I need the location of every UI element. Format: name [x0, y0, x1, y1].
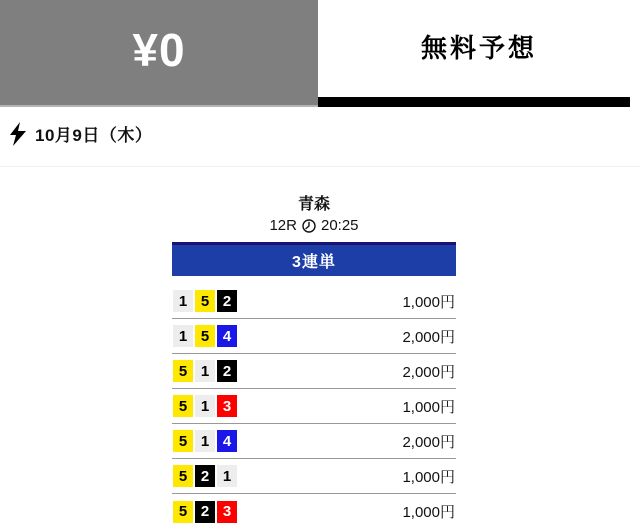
racer-number-box: 4: [217, 430, 237, 452]
bet-amount: 1,000円: [402, 398, 455, 416]
bet-list: [172, 284, 456, 529]
racer-number-box: 5: [173, 395, 193, 417]
bet-numbers: [173, 360, 237, 382]
bet-amount: 1,000円: [402, 293, 455, 311]
bet-numbers: [173, 501, 237, 523]
bet-row: [172, 354, 456, 389]
racer-number-box: 2: [195, 501, 215, 523]
bet-row: [172, 494, 456, 529]
bet-row: [172, 284, 456, 319]
bet-numbers: [173, 430, 237, 452]
bet-amount: 1,000円: [402, 468, 455, 486]
bet-numbers: [173, 290, 237, 312]
racer-number-box: 1: [173, 325, 193, 347]
lightning-bolt-icon: [8, 122, 28, 146]
free-forecast-label: 無料予想: [420, 33, 537, 63]
racer-number-box: 1: [195, 395, 215, 417]
date-label: 10月9日（木）: [35, 126, 153, 145]
racer-number-box: 3: [217, 501, 237, 523]
race-card: [172, 191, 456, 529]
active-tab-indicator: [318, 97, 630, 107]
tab-balance[interactable]: [0, 0, 318, 107]
date-bar: [0, 107, 640, 167]
racer-number-box: 2: [217, 360, 237, 382]
bet-type-banner: [172, 242, 456, 276]
racer-number-box: 4: [217, 325, 237, 347]
racer-number-box: 1: [195, 360, 215, 382]
bet-amount: 1,000円: [402, 504, 455, 521]
balance-amount: ¥0: [132, 23, 186, 76]
bet-row: [172, 319, 456, 354]
bet-row: [172, 424, 456, 459]
racer-number-box: 2: [195, 465, 215, 487]
racer-number-box: 5: [173, 360, 193, 382]
bet-amount: 2,000円: [402, 363, 455, 381]
race-meta: [172, 217, 456, 234]
race-number: 12R: [269, 217, 297, 234]
racer-number-box: 5: [173, 501, 193, 523]
racer-number-box: 5: [173, 465, 193, 487]
bet-numbers: [173, 395, 237, 417]
racer-number-box: 1: [217, 465, 237, 487]
tab-free-forecast[interactable]: [318, 0, 640, 107]
bet-numbers: [173, 325, 237, 347]
bet-row: [172, 389, 456, 424]
race-venue: 青森: [297, 196, 330, 213]
bet-row: [172, 459, 456, 494]
racer-number-box: 5: [173, 430, 193, 452]
racer-number-box: 1: [173, 290, 193, 312]
racer-number-box: 5: [195, 290, 215, 312]
racer-number-box: 1: [195, 430, 215, 452]
clock-icon: [302, 219, 316, 233]
bet-amount: 2,000円: [402, 433, 455, 451]
race-time: 20:25: [320, 217, 359, 234]
header-tabs: [0, 0, 640, 107]
bet-type-label: 3連単: [292, 254, 336, 271]
racer-number-box: 3: [217, 395, 237, 417]
racer-number-box: 5: [195, 325, 215, 347]
bet-numbers: [173, 465, 237, 487]
bet-amount: 2,000円: [402, 328, 455, 346]
racer-number-box: 2: [217, 290, 237, 312]
